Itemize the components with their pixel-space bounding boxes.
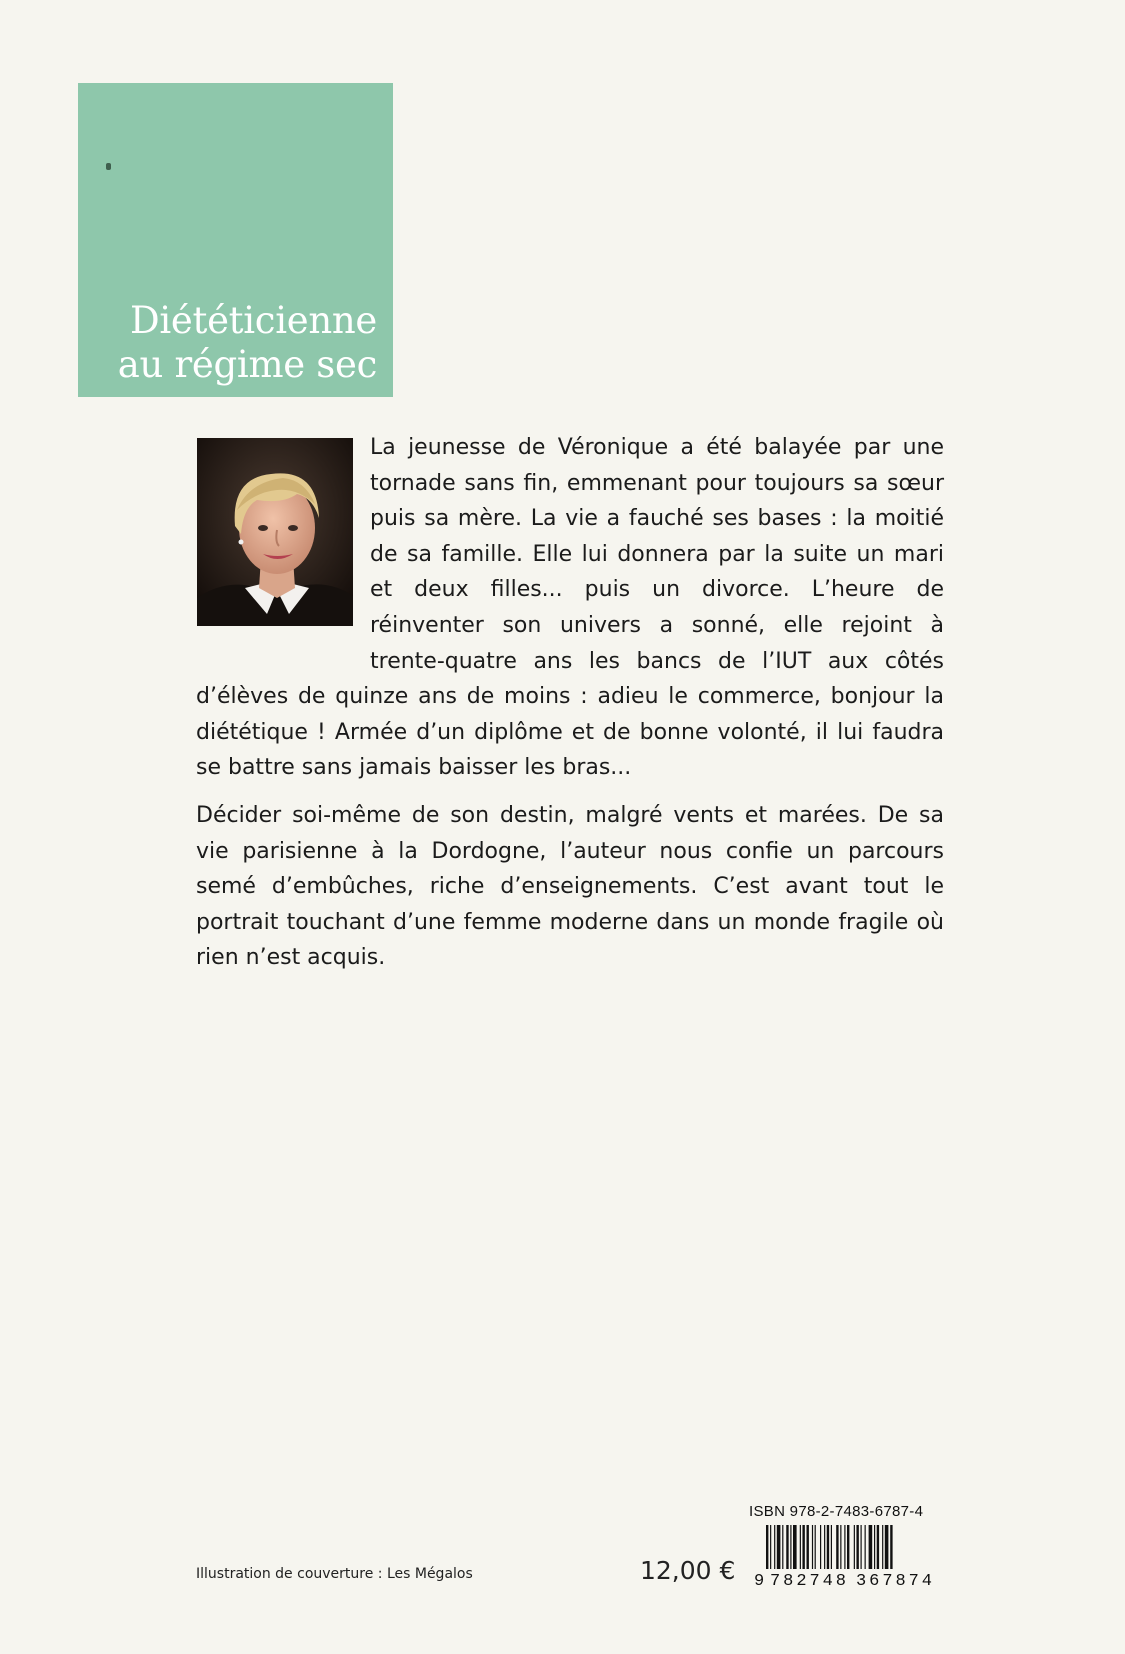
blurb-paragraph-2: Décider soi-même de son destin, malgré vents et marées. De sa vie parisienne à la Dordogne, l’auteur nous confie un parcours semé d’embûches, riche d’enseignements. C’est avant tout le portrait touchant d’une femme moderne dans un monde fragile où rien n’est acquis. <box>196 802 944 971</box>
barcode-bar <box>786 1525 788 1569</box>
barcode-bar <box>800 1525 801 1569</box>
barcode-bar <box>847 1525 849 1569</box>
barcode-bar <box>869 1525 873 1569</box>
barcode-icon <box>752 1525 942 1587</box>
cover-illustration-credit: Illustration de couverture : Les Mégalos <box>196 1566 473 1582</box>
barcode-bar <box>770 1525 771 1569</box>
isbn-label: ISBN 978-2-7483-6787-4 <box>749 1503 924 1520</box>
price-label: 12,00 € <box>640 1556 736 1585</box>
barcode-bar <box>877 1525 879 1569</box>
barcode-bar <box>824 1525 825 1569</box>
barcode-bar <box>874 1525 875 1569</box>
barcode-right-digits: 367874 <box>856 1572 932 1587</box>
barcode-bar <box>820 1525 821 1569</box>
barcode-bar <box>865 1525 866 1569</box>
barcode-left-digits: 782748 <box>770 1572 846 1587</box>
barcode-bar <box>790 1525 791 1569</box>
book-title-line-2: au régime sec <box>117 343 377 386</box>
barcode-bar <box>861 1525 862 1569</box>
barcode-bar <box>782 1525 783 1569</box>
blurb-paragraph-1: La jeunesse de Véronique a été balayée par une tornade sans fin, emmenant pour toujours sa sœur puis sa mère. La vie a fauché ses bases : la moitié de sa famille. Elle lui donnera par la suite un mari et deux filles... puis un divorce. L’heure de réinventer son univers a sonné, elle rejoint à trente-quatre ans les bancs de l’IUT aux côtés d’élèves de quinze ans de moins : adieu le commerce, bonjour la diététique ! Armée d’un diplôme et de bonne volonté, il lui faudra se battre sans jamais baisser les bras... <box>196 435 944 781</box>
barcode-bar <box>856 1525 858 1569</box>
barcode-bar <box>807 1525 809 1569</box>
book-title <box>118 299 377 387</box>
barcode-bar <box>854 1525 855 1569</box>
barcode-bar <box>766 1525 768 1569</box>
isbn-barcode <box>752 1525 942 1587</box>
barcode-bar <box>890 1525 892 1569</box>
barcode-bar <box>793 1525 797 1569</box>
barcode-bar <box>831 1525 832 1569</box>
barcode-bar <box>844 1525 845 1569</box>
barcode-bar <box>827 1525 829 1569</box>
barcode-bar <box>836 1525 838 1569</box>
barcode-bar <box>774 1525 775 1569</box>
barcode-bar <box>815 1525 816 1569</box>
back-cover-blurb <box>196 430 944 976</box>
barcode-bar <box>802 1525 804 1569</box>
title-block <box>78 83 393 397</box>
barcode-lead-digit: 9 <box>754 1572 765 1587</box>
barcode-bar <box>777 1525 781 1569</box>
barcode-bar <box>812 1525 813 1569</box>
book-title-line-1: Diététicienne <box>130 299 377 342</box>
barcode-bar <box>840 1525 841 1569</box>
barcode-bar <box>885 1525 889 1569</box>
print-speck <box>106 163 111 170</box>
barcode-bar <box>882 1525 883 1569</box>
